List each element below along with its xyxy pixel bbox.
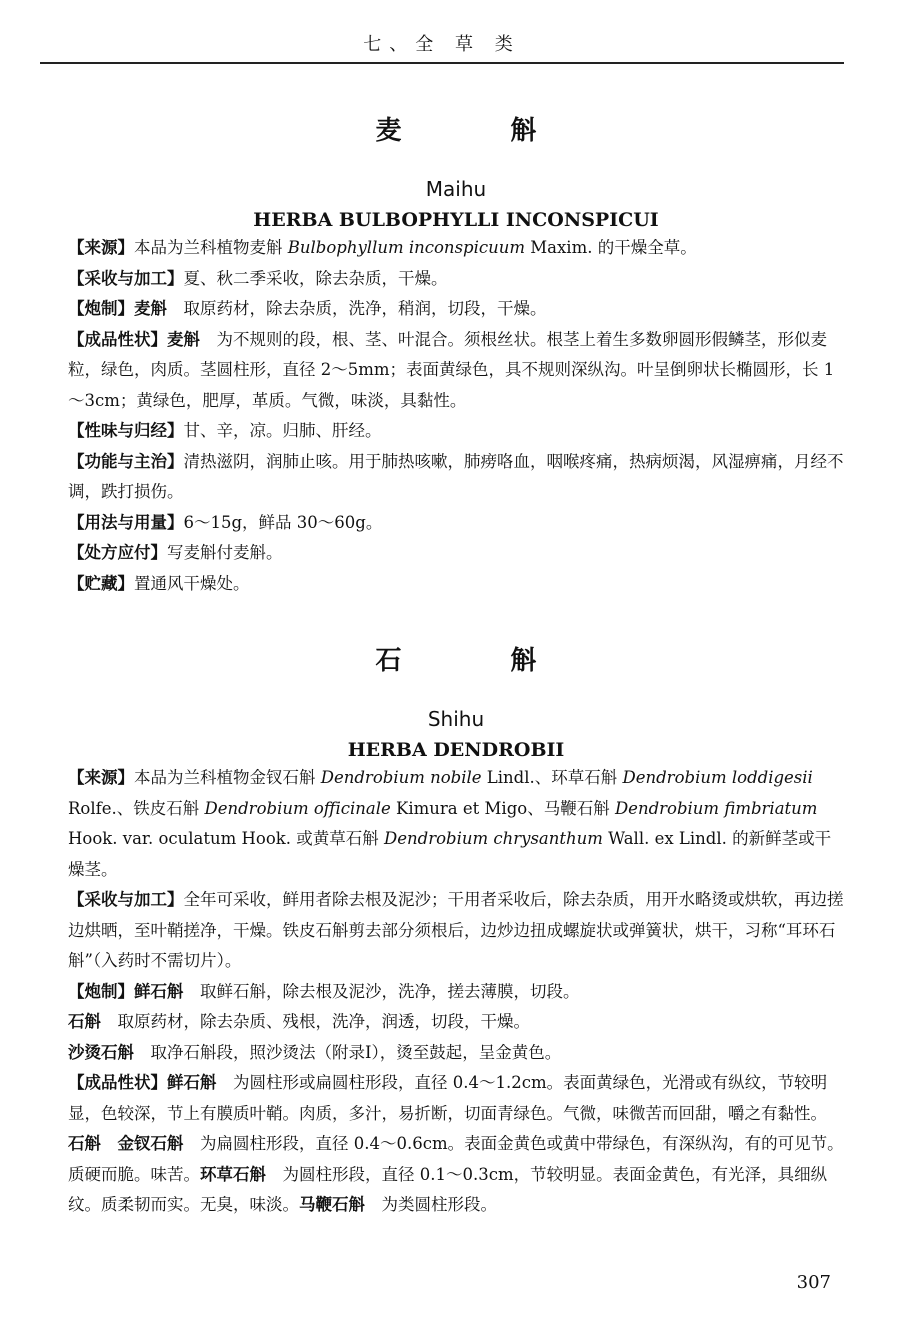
- entry-pinyin: Shihu: [427, 707, 485, 731]
- processing-paragraph: 【炮制】鲜石斛 取鲜石斛，除去根及泥沙，洗净，搓去薄膜，切段。: [68, 981, 580, 1001]
- running-header: 七、全 草 类: [363, 34, 521, 55]
- description-paragraph: 【成品性状】鲜石斛 为圆柱形或扁圆柱形段，直径 0.4～1.2cm。表面黄绿色，光滑或有纵纹，节较明显，色较深，节上有膜质叶鞘。肉质，多汁，易折断，切面青绿色。气微，味微苦而回甜，嚼之有黏性。: [68, 1073, 828, 1123]
- section-tag: 【来源】: [68, 768, 134, 787]
- section-tag: 【炮制】: [68, 981, 134, 1001]
- section-tag: 【炮制】: [68, 299, 134, 318]
- section-tag: 【性味与归经】: [68, 421, 184, 440]
- dosage-paragraph: 【用法与用量】6～15g，鲜品 30～60g。: [68, 512, 383, 532]
- header-rule: [40, 62, 844, 64]
- entry-pinyin: Maihu: [425, 177, 487, 201]
- entry-latin-name: HERBA BULBOPHYLLI INCONSPICUI: [253, 209, 659, 231]
- processing-subitem: 石斛 取原药材，除去杂质、残根，洗净，润透，切段，干燥。: [68, 1012, 530, 1031]
- section-tag: 【采收与加工】: [68, 268, 184, 288]
- storage-paragraph: 【贮藏】置通风干燥处。: [68, 573, 250, 593]
- function-paragraph: 【功能与主治】清热滋阴，润肺止咳。用于肺热咳嗽，肺痨咯血，咽喉疼痛，热病烦渴，风湿痹痛，月经不调，跌打损伤。: [68, 451, 844, 501]
- entry-title: 石 斛: [375, 646, 587, 676]
- entry-shihu: [68, 640, 844, 1221]
- prescription-paragraph: 【处方应付】写麦斛付麦斛。: [68, 543, 283, 562]
- entry-latin-name: HERBA DENDROBII: [347, 739, 565, 761]
- page-number: 307: [796, 1272, 831, 1293]
- section-tag: 【来源】: [68, 238, 134, 257]
- section-tag: 【成品性状】: [68, 1073, 167, 1092]
- section-tag: 【采收与加工】: [68, 890, 184, 909]
- section-tag: 【贮藏】: [68, 573, 134, 593]
- section-tag: 【用法与用量】: [68, 512, 184, 532]
- entry-title: 麦 斛: [375, 116, 587, 146]
- source-paragraph: 【来源】本品为兰科植物麦斛 Bulbophyllum inconspicuum Maxim. 的干燥全草。: [68, 238, 697, 257]
- source-paragraph: 【来源】本品为兰科植物金钗石斛 Dendrobium nobile Lindl.、环草石斛 Dendrobium loddigesii Rolfe.、铁皮石斛 Dendrobium officinale Kimura et Migo、马鞭石斛 Dendrobium fimbriatum Hook. var. oculatum Hook. 或黄草石斛 Dendrobium chrysanthum Wall. ex Lindl. 的新鲜茎或干燥茎。: [68, 768, 832, 879]
- section-tag: 【功能与主治】: [68, 451, 184, 471]
- section-tag: 【处方应付】: [68, 543, 167, 562]
- harvest-paragraph: 【采收与加工】全年可采收，鲜用者除去根及泥沙；干用者采收后，除去杂质，用开水略烫或烘软，再边搓边烘晒，至叶鞘搓净，干燥。铁皮石斛剪去部分须根后，边炒边扭成螺旋状或弹簧状，烘干，习称“耳环石斛”（入药时不需切片）。: [68, 890, 844, 970]
- description-subitem: 石斛 金钗石斛 为扁圆柱形段，直径 0.4～0.6cm。表面金黄色或黄中带绿色，有深纵沟，有的可见节。质硬而脆。味苦。环草石斛 为圆柱形段，直径 0.1～0.3cm，节较明显。表面金黄色，有光泽，具细纵纹。质柔韧而实。无臭，味淡。马鞭石斛 为类圆柱形段。: [68, 1134, 844, 1214]
- section-tag: 【成品性状】: [68, 329, 167, 349]
- processing-subitem: 沙烫石斛 取净石斛段，照沙烫法（附录Ⅰ），烫至鼓起，呈金黄色。: [68, 1042, 562, 1062]
- processing-paragraph: 【炮制】麦斛 取原药材，除去杂质，洗净，稍润，切段，干燥。: [68, 299, 547, 318]
- entry-maihu: [68, 110, 844, 599]
- description-paragraph: 【成品性状】麦斛 为不规则的段，根、茎、叶混合。须根丝状。根茎上着生多数卵圆形假鳞茎，形似麦粒，绿色，肉质。茎圆柱形，直径 2～5mm；表面黄绿色，具不规则深纵沟。叶呈倒卵状长椭圆形，长 1～3cm；黄绿色，肥厚，革质。气微，味淡，具黏性。: [68, 329, 835, 410]
- nature-paragraph: 【性味与归经】甘、辛，凉。归肺、肝经。: [68, 421, 382, 440]
- harvest-paragraph: 【采收与加工】夏、秋二季采收，除去杂质，干燥。: [68, 268, 448, 288]
